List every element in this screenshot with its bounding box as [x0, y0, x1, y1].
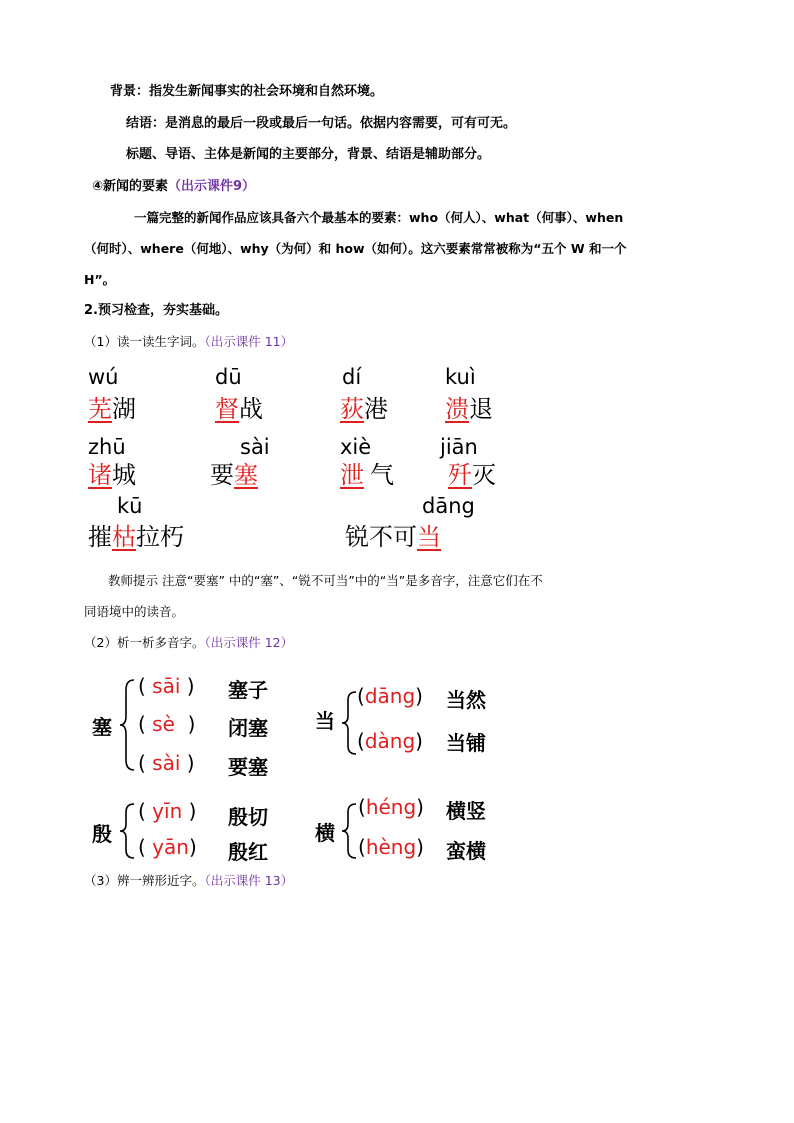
q2-ref: （出示课件 12） — [204, 635, 294, 650]
poly-sai-row1: ( sāi ) — [138, 674, 195, 698]
word-zhucheng-rest: 城 — [112, 461, 136, 489]
q3-ref: （出示课件 13） — [204, 873, 294, 888]
word-yaosai-red: 塞 — [234, 461, 258, 489]
pinyin-kui: kuì — [445, 365, 476, 389]
poly-sai-row3: ( sài ) — [138, 751, 195, 775]
word-wuhu-red: 芜 — [88, 395, 112, 423]
word-kuitui-red: 溃 — [445, 395, 469, 423]
pinyin-wu: wú — [88, 365, 119, 389]
poly-sai-py1: sāi — [152, 674, 181, 698]
pinyin-ku: kū — [117, 494, 143, 518]
poly-dang-py1: dāng — [364, 684, 416, 708]
q1-heading — [84, 333, 293, 351]
word-duzhan-red: 督 — [215, 395, 239, 423]
elements-para-line1: 一篇完整的新闻作品应该具备六个最基本的要素：who（何人）、what（何事）、when — [134, 210, 624, 225]
poly-sai-char: 塞 — [92, 715, 112, 739]
poly-yin-py1: yīn — [152, 799, 183, 823]
poly-dang-row2: (dàng) — [357, 729, 423, 753]
q3-text: （3）辨一辨形近字。 — [84, 873, 205, 888]
word-xieqi-red: 泄 — [340, 461, 364, 489]
elements-heading — [92, 178, 255, 196]
word-wuhu-rest: 湖 — [112, 395, 136, 423]
poly-yin-word2: 殷红 — [228, 840, 268, 864]
word-cuikulaxiu — [88, 522, 184, 552]
word-wuhu — [88, 394, 136, 424]
poly-heng-row1: (héng) — [358, 795, 424, 819]
word-kuitui — [445, 394, 493, 424]
q2-text: （2）析一析多音字。 — [84, 635, 205, 650]
word-kuitui-rest: 退 — [469, 395, 493, 423]
word-zhucheng-red: 诸 — [88, 461, 112, 489]
elements-para-line3: H”。 — [84, 272, 116, 287]
poly-sai-py3: sài — [152, 751, 181, 775]
teacher-tip-line2: 同语境中的读音。 — [84, 604, 185, 619]
poly-dang-py2: dàng — [364, 729, 416, 753]
word-cuikulaxiu-pre: 摧 — [88, 523, 112, 551]
elements-heading-ref: （出示课件9） — [168, 179, 256, 194]
section2-title: 2.预习检查，夯实基础。 — [84, 303, 228, 318]
poly-dang-row1: (dāng) — [357, 684, 423, 708]
q2-heading — [84, 634, 293, 652]
word-duzhan-rest: 战 — [239, 395, 263, 423]
word-duzhan — [215, 394, 263, 424]
poly-heng-row2: (hèng) — [358, 835, 424, 859]
word-xieqi-rest: 气 — [370, 461, 394, 489]
poly-yin-py2: yān — [152, 835, 189, 859]
pinyin-zhu: zhū — [88, 435, 126, 459]
conclusion-definition: 结语：是消息的最后一段或最后一句话。依据内容需要，可有可无。 — [126, 116, 517, 131]
word-ruibukedang-pre: 锐不可 — [345, 523, 417, 551]
background-definition: 背景：指发生新闻事实的社会环境和自然环境。 — [110, 84, 384, 99]
poly-sai-word2: 闭塞 — [228, 716, 268, 740]
pinyin-di: dí — [342, 365, 362, 389]
poly-sai-py2: sè — [152, 712, 175, 736]
teacher-tip-line1: 教师提示 注意“要塞” 中的“塞”、“锐不可当”中的“当”是多音字，注意它们在不 — [108, 573, 543, 588]
poly-sai-brace — [118, 678, 138, 772]
elements-para-line2: （何时）、where（何地）、why（为何）和 how（如何）。这六要素常常被称为“五个 W 和一个 — [84, 241, 627, 256]
poly-sai-word1: 塞子 — [228, 678, 268, 702]
word-cuikulaxiu-red: 枯 — [112, 523, 136, 551]
poly-heng-char: 横 — [315, 821, 335, 845]
poly-heng-word2: 蛮横 — [446, 839, 486, 863]
word-jianmie-red: 歼 — [448, 461, 472, 489]
word-yaosai — [210, 460, 258, 490]
pinyin-dang: dāng — [422, 494, 475, 518]
word-xieqi — [340, 460, 394, 490]
elements-heading-text: ④新闻的要素 — [92, 179, 169, 194]
poly-heng-word1: 横竖 — [446, 799, 486, 823]
poly-heng-py2: hèng — [365, 835, 417, 859]
word-jianmie-rest: 灭 — [472, 461, 496, 489]
poly-dang-word1: 当然 — [446, 688, 486, 712]
poly-sai-row2: ( sè ) — [138, 712, 196, 736]
word-digang-red: 荻 — [340, 395, 364, 423]
poly-sai-word3: 要塞 — [228, 755, 268, 779]
parts-summary: 标题、导语、主体是新闻的主要部分，背景、结语是辅助部分。 — [126, 147, 491, 162]
word-digang — [340, 394, 388, 424]
poly-yin-row1: ( yīn ) — [138, 799, 197, 823]
poly-dang-word2: 当铺 — [446, 731, 486, 755]
pinyin-xie: xiè — [340, 435, 372, 459]
poly-dang-char: 当 — [315, 709, 335, 733]
q1-ref: （出示课件 11） — [204, 334, 294, 349]
word-zhucheng — [88, 460, 136, 490]
word-yaosai-rest: 要 — [210, 461, 234, 489]
poly-heng-brace — [340, 802, 360, 860]
pinyin-du: dū — [215, 365, 242, 389]
poly-yin-row2: ( yān) — [138, 835, 197, 859]
word-cuikulaxiu-rest: 拉朽 — [136, 523, 184, 551]
word-ruibukedang — [345, 522, 441, 552]
word-ruibukedang-red: 当 — [417, 523, 441, 551]
poly-yin-char: 殷 — [92, 822, 112, 846]
pinyin-jian: jiān — [440, 435, 478, 459]
q1-text: （1）读一读生字词。 — [84, 334, 205, 349]
poly-yin-word1: 殷切 — [228, 805, 268, 829]
q3-heading — [84, 872, 293, 890]
poly-heng-py1: héng — [365, 795, 417, 819]
word-jianmie — [448, 460, 496, 490]
word-digang-rest: 港 — [364, 395, 388, 423]
pinyin-sai: sài — [240, 435, 270, 459]
poly-yin-brace — [118, 802, 138, 860]
